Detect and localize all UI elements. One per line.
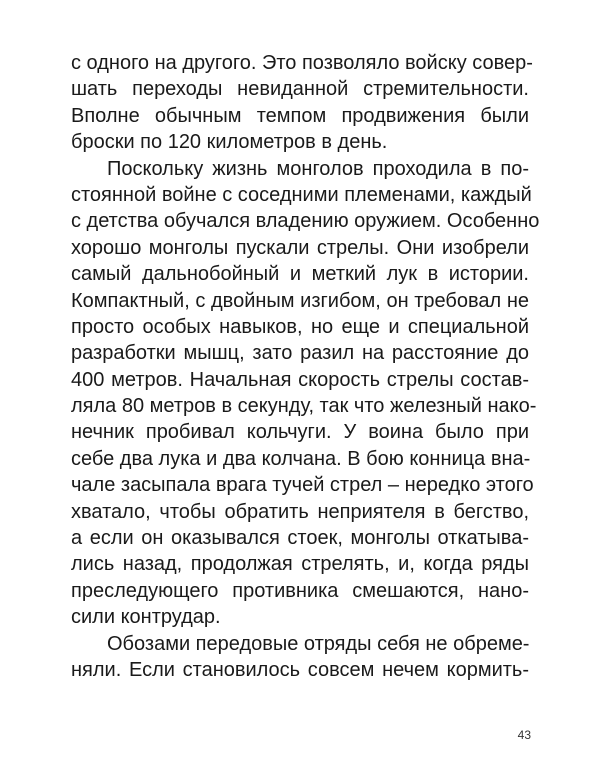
text-line: 400 метров. Начальная скорость стрелы состав- <box>71 368 529 391</box>
page-number: 43 <box>517 728 531 742</box>
text-line: Обозами передовые отряды себя не обреме- <box>107 632 530 655</box>
text-line: себе два лука и два колчана. В бою конница вна- <box>71 447 531 470</box>
text-line: стоянной войне с соседними племенами, каждый <box>71 183 532 206</box>
text-line: сили контрудар. <box>71 606 221 629</box>
text-line: Компактный, с двойным изгибом, он требовал не <box>71 289 529 312</box>
text-line: нечник пробивал кольчуги. У воина было при <box>71 421 529 444</box>
text-line: Вполне обычным темпом продвижения были <box>71 104 529 127</box>
text-line: а если он оказывался стоек, монголы откатыва- <box>71 527 529 550</box>
text-line: хорошо монголы пускали стрелы. Они изобрели <box>71 236 529 259</box>
text-line: броски по 120 километров в день. <box>71 131 388 154</box>
text-line: чале засыпала врага тучей стрел – нередко этого <box>71 474 534 497</box>
text-line: просто особых навыков, но еще и специальной <box>71 315 529 338</box>
text-line: шать переходы невиданной стремительности. <box>71 78 529 101</box>
text-line: с детства обучался владению оружием. Особенно <box>71 210 540 233</box>
text-line: преследующего противника смешаются, нано- <box>71 579 529 602</box>
body-text <box>71 50 540 683</box>
text-line: лись назад, продолжая стрелять, и, когда ряды <box>71 553 529 576</box>
text-line: разработки мышц, зато разил на расстояние до <box>71 342 529 365</box>
text-line: Поскольку жизнь монголов проходила в по- <box>107 157 529 180</box>
text-line: ляла 80 метров в секунду, так что железный нако- <box>71 395 537 418</box>
text-line: самый дальнобойный и меткий лук в истории. <box>71 263 529 286</box>
text-line: с одного на другого. Это позволяло войску совер- <box>71 52 533 74</box>
text-line: няли. Если становилось совсем нечем кормить- <box>71 658 529 681</box>
text-line: хватало, чтобы обратить неприятеля в бегство, <box>71 500 529 523</box>
